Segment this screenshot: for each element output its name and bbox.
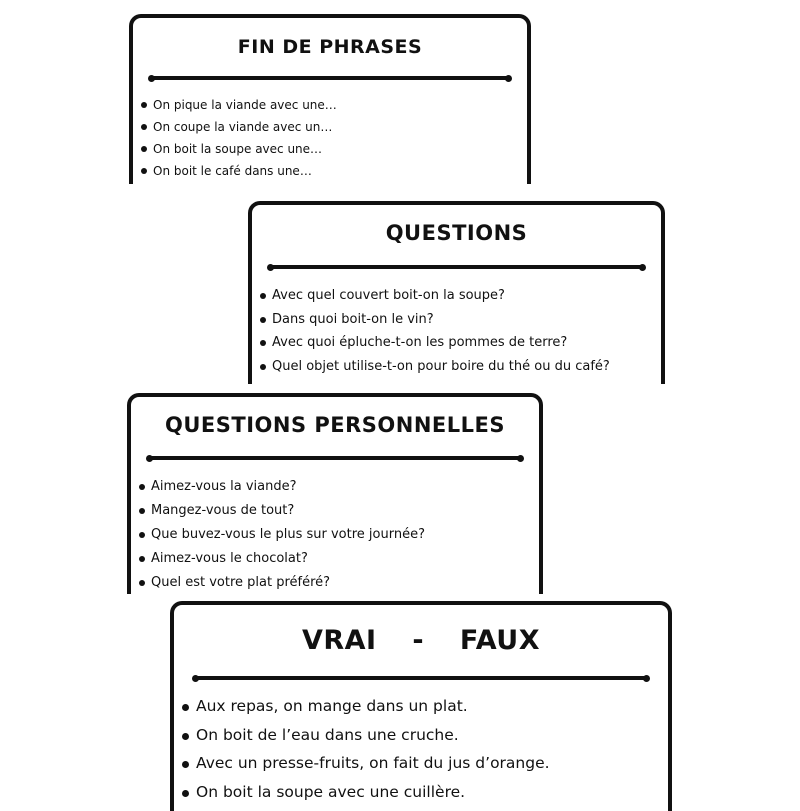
list-item: Aimez-vous le chocolat? [139, 547, 539, 571]
list-item: Aimez-vous la viande? [139, 475, 539, 499]
list-item: On boit la soupe avec une… [141, 138, 527, 160]
item-list [131, 475, 539, 594]
item-list [133, 94, 527, 182]
divider [194, 676, 648, 680]
list-item: Dans quoi boit-on le vin? [260, 308, 661, 332]
divider [148, 456, 522, 460]
card-questions [248, 201, 665, 384]
item-list [174, 692, 668, 806]
list-item: Quel est votre plat préféré? [139, 571, 539, 594]
card-vrai-faux [170, 601, 672, 811]
list-item: Mangez-vous de tout? [139, 499, 539, 523]
divider [150, 76, 510, 80]
card-questions-personnelles [127, 393, 543, 594]
list-item: On boit la soupe avec une cuillère. [182, 778, 668, 807]
list-item: Avec quoi épluche-t-on les pommes de terre? [260, 331, 661, 355]
list-item: On boit de l’eau dans une cruche. [182, 721, 668, 750]
card-title: QUESTIONS [385, 221, 528, 245]
list-item: On boit le café dans une… [141, 160, 527, 182]
list-item: On coupe la viande avec un… [141, 116, 527, 138]
list-item: Avec quel couvert boit-on la soupe? [260, 284, 661, 308]
list-item: Que buvez-vous le plus sur votre journée? [139, 523, 539, 547]
divider [269, 265, 644, 269]
list-item: On pique la viande avec une… [141, 94, 527, 116]
list-item: Aux repas, on mange dans un plat. [182, 692, 668, 721]
card-title: VRAI - FAUX [301, 625, 541, 656]
list-item: Avec un presse-fruits, on fait du jus d’orange. [182, 749, 668, 778]
list-item: Quel objet utilise-t-on pour boire du thé ou du café? [260, 355, 661, 379]
card-title: FIN DE PHRASES [237, 36, 423, 58]
card-title: QUESTIONS PERSONNELLES [165, 413, 505, 437]
card-fin-de-phrases [129, 14, 531, 184]
item-list [252, 284, 661, 378]
